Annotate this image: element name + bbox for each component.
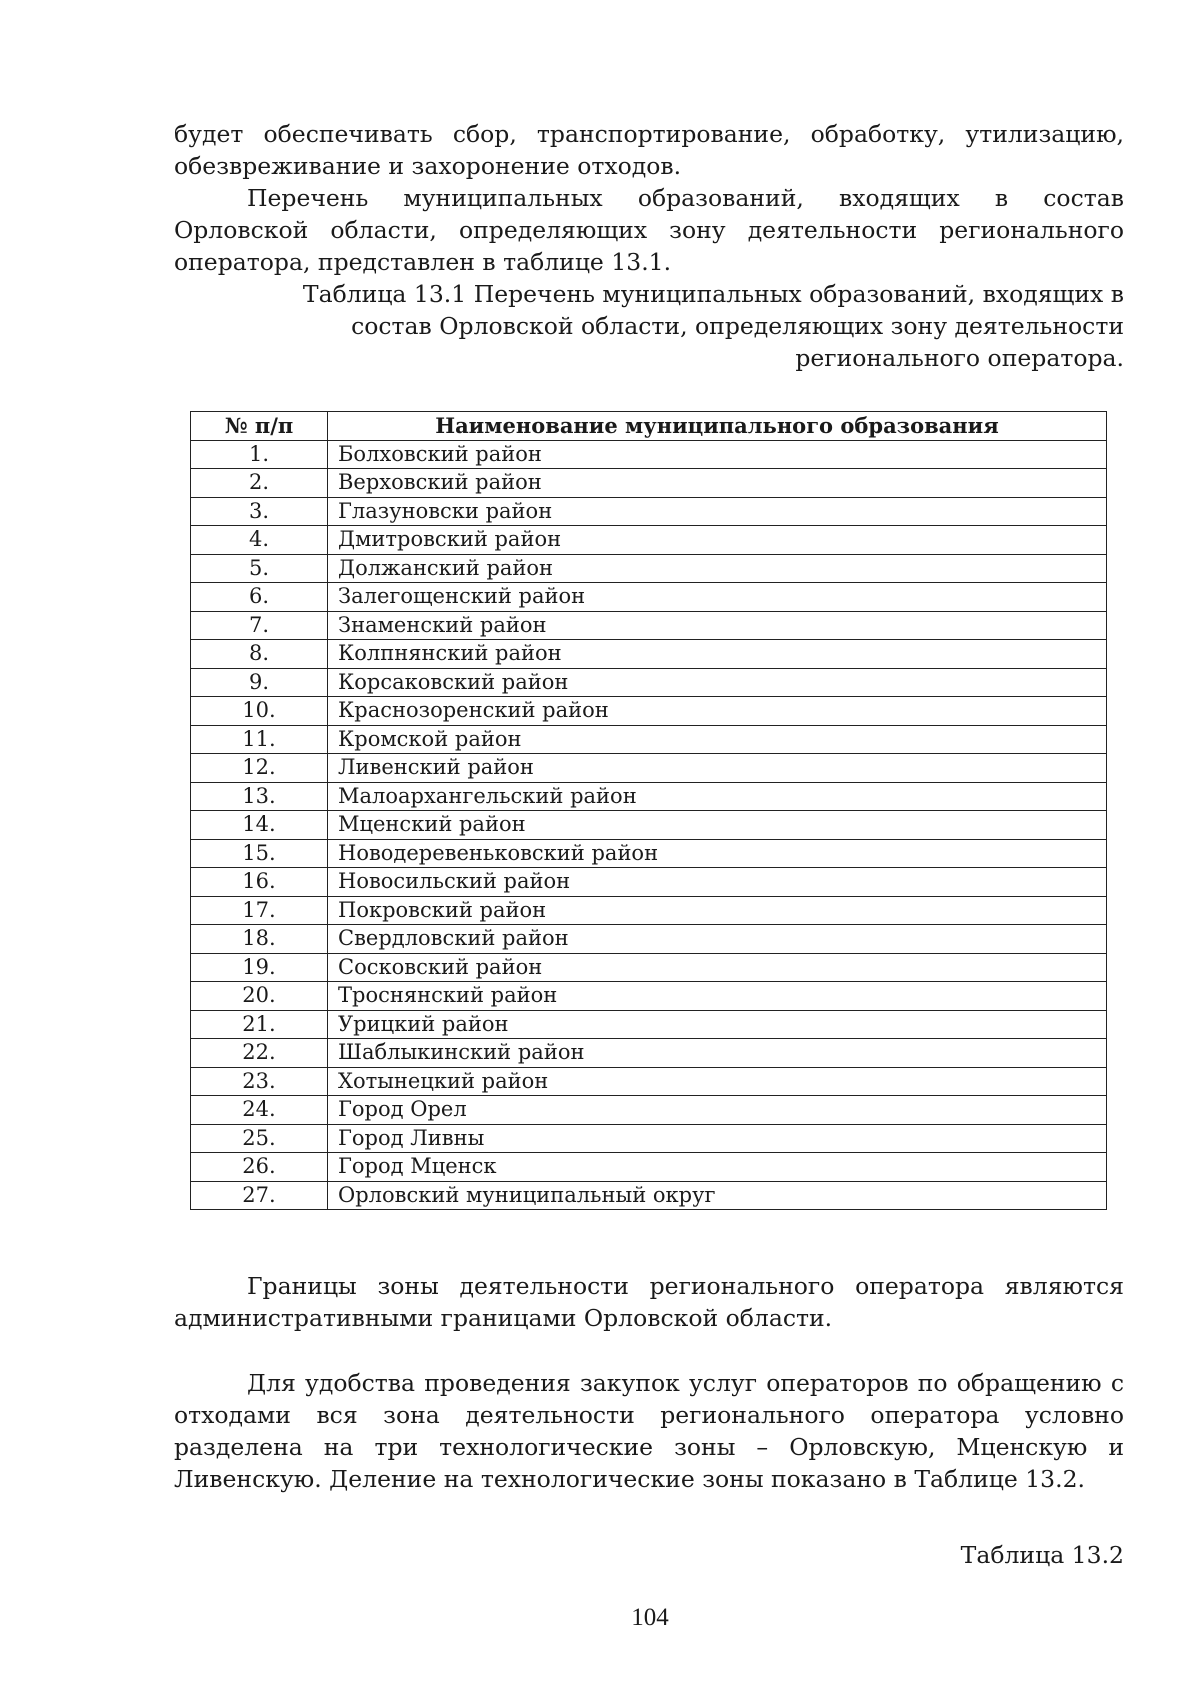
row-number: 18. xyxy=(191,925,328,954)
row-number: 17. xyxy=(191,896,328,925)
row-number: 7. xyxy=(191,611,328,640)
row-number: 12. xyxy=(191,754,328,783)
municipality-name: Корсаковский район xyxy=(328,668,1107,697)
table-caption xyxy=(174,278,1124,374)
municipality-name: Город Мценск xyxy=(328,1153,1107,1182)
row-number: 10. xyxy=(191,697,328,726)
row-number: 23. xyxy=(191,1067,328,1096)
table-row xyxy=(191,725,1107,754)
municipality-name: Город Орел xyxy=(328,1096,1107,1125)
table-row xyxy=(191,554,1107,583)
table-row xyxy=(191,896,1107,925)
municipality-name: Кромской район xyxy=(328,725,1107,754)
table-row xyxy=(191,526,1107,555)
row-number: 20. xyxy=(191,982,328,1011)
table-row xyxy=(191,811,1107,840)
municipality-name: Болховский район xyxy=(328,440,1107,469)
municipality-name: Малоархангельский район xyxy=(328,782,1107,811)
row-number: 16. xyxy=(191,868,328,897)
municipality-name: Глазуновски район xyxy=(328,497,1107,526)
table-row xyxy=(191,611,1107,640)
row-number: 21. xyxy=(191,1010,328,1039)
municipality-name: Ливенский район xyxy=(328,754,1107,783)
table-row xyxy=(191,1181,1107,1210)
row-number: 24. xyxy=(191,1096,328,1125)
table-row xyxy=(191,640,1107,669)
table-row xyxy=(191,440,1107,469)
table-row xyxy=(191,1153,1107,1182)
table-row xyxy=(191,1039,1107,1068)
paragraph-intro: будет обеспечивать сбор, транспортирование, обработку, утилизацию, обезвреживание и захоронение отходов. xyxy=(174,120,1124,180)
paragraph-zones: Для удобства проведения закупок услуг операторов по обращению с отходами вся зона деятельности регионального оператора условно разделена на три технологические зоны – Орловскую, Мценскую и Ливенскую. Деление на технологические зоны показано в Таблице 13.2. xyxy=(174,1369,1124,1493)
table-row xyxy=(191,868,1107,897)
row-number: 5. xyxy=(191,554,328,583)
row-number: 2. xyxy=(191,469,328,498)
header-name: Наименование муниципального образования xyxy=(328,412,1107,441)
table-row xyxy=(191,1096,1107,1125)
municipality-name: Свердловский район xyxy=(328,925,1107,954)
row-number: 11. xyxy=(191,725,328,754)
table-row xyxy=(191,469,1107,498)
municipality-name: Троснянский район xyxy=(328,982,1107,1011)
table-row xyxy=(191,497,1107,526)
municipality-name: Сосковский район xyxy=(328,953,1107,982)
table-row xyxy=(191,782,1107,811)
row-number: 19. xyxy=(191,953,328,982)
row-number: 22. xyxy=(191,1039,328,1068)
table-header-row xyxy=(191,412,1107,441)
table-caption-text: Таблица 13.1 Перечень муниципальных образований, входящих в состав Орловской области, определяющих зону деятельности регионального оператора. xyxy=(302,280,1124,372)
municipality-name: Должанский район xyxy=(328,554,1107,583)
municipalities-table xyxy=(190,411,1107,1210)
row-number: 3. xyxy=(191,497,328,526)
row-number: 27. xyxy=(191,1181,328,1210)
row-number: 15. xyxy=(191,839,328,868)
municipality-name: Знаменский район xyxy=(328,611,1107,640)
table-row xyxy=(191,583,1107,612)
table-body xyxy=(191,440,1107,1210)
municipality-name: Город Ливны xyxy=(328,1124,1107,1153)
municipality-name: Колпнянский район xyxy=(328,640,1107,669)
municipality-name: Верховский район xyxy=(328,469,1107,498)
municipality-name: Шаблыкинский район xyxy=(328,1039,1107,1068)
table-row xyxy=(191,925,1107,954)
municipality-name: Залегощенский район xyxy=(328,583,1107,612)
municipality-name: Новосильский район xyxy=(328,868,1107,897)
table-row xyxy=(191,1124,1107,1153)
row-number: 4. xyxy=(191,526,328,555)
municipality-name: Хотынецкий район xyxy=(328,1067,1107,1096)
municipality-name: Новодеревеньковский район xyxy=(328,839,1107,868)
table2-label: Таблица 13.2 xyxy=(960,1541,1124,1569)
table-row xyxy=(191,668,1107,697)
table-row xyxy=(191,1010,1107,1039)
row-number: 25. xyxy=(191,1124,328,1153)
table-row xyxy=(191,982,1107,1011)
row-number: 13. xyxy=(191,782,328,811)
row-number: 8. xyxy=(191,640,328,669)
municipality-name: Дмитровский район xyxy=(328,526,1107,555)
table-row xyxy=(191,1067,1107,1096)
municipality-name: Покровский район xyxy=(328,896,1107,925)
row-number: 14. xyxy=(191,811,328,840)
header-number: № п/п xyxy=(191,412,328,441)
municipality-name: Краснозоренский район xyxy=(328,697,1107,726)
row-number: 6. xyxy=(191,583,328,612)
paragraph-boundaries: Границы зоны деятельности регионального оператора являются административными границами Орловской области. xyxy=(174,1272,1124,1332)
municipality-name: Мценский район xyxy=(328,811,1107,840)
table-row xyxy=(191,953,1107,982)
municipality-name: Орловский муниципальный округ xyxy=(328,1181,1107,1210)
page-number: 104 xyxy=(631,1604,669,1631)
table-row xyxy=(191,697,1107,726)
table-row xyxy=(191,839,1107,868)
municipality-name: Урицкий район xyxy=(328,1010,1107,1039)
row-number: 1. xyxy=(191,440,328,469)
row-number: 26. xyxy=(191,1153,328,1182)
table-row xyxy=(191,754,1107,783)
row-number: 9. xyxy=(191,668,328,697)
paragraph-list-intro: Перечень муниципальных образований, входящих в состав Орловской области, определяющих зону деятельности регионального оператора, представлен в таблице 13.1. xyxy=(174,184,1124,276)
